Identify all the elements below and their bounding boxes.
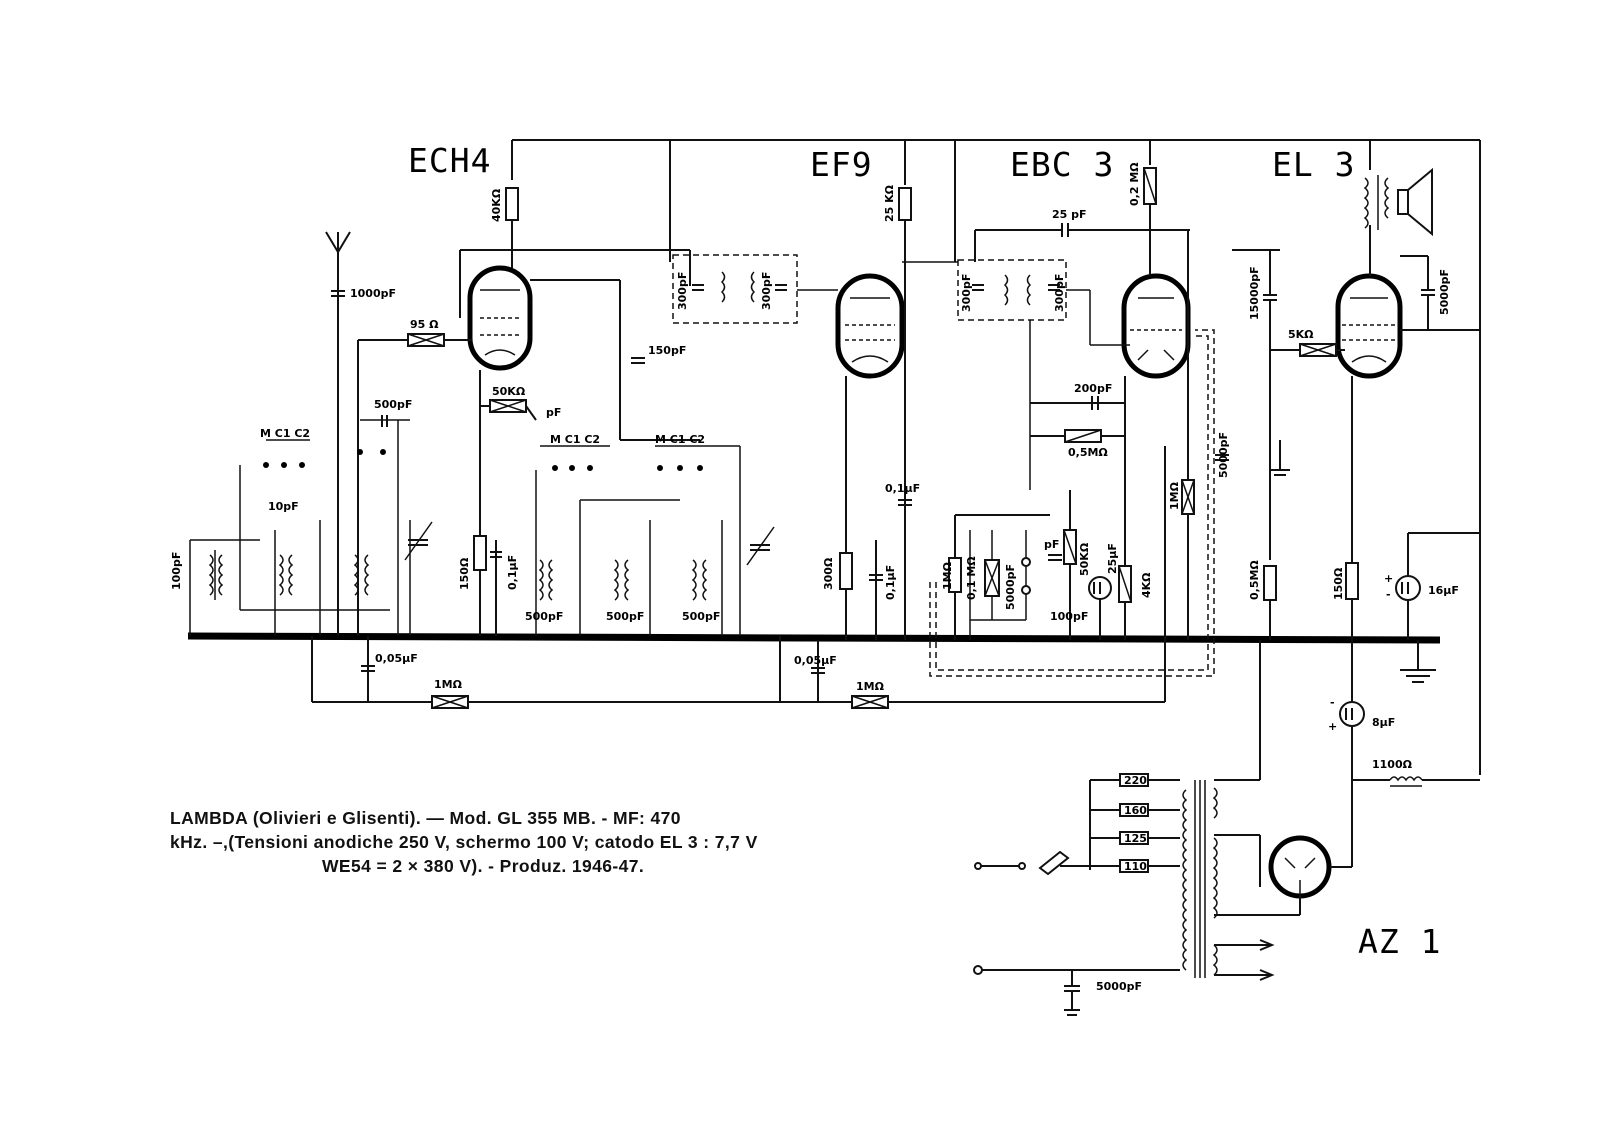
capacitor-500pf-trimmer bbox=[382, 415, 387, 427]
label-300pf-2: 300pF bbox=[760, 271, 773, 310]
tap-125: 125 bbox=[1124, 832, 1147, 845]
label-150: 150Ω bbox=[458, 557, 471, 590]
label-8-minus: - bbox=[1330, 696, 1335, 709]
if-transformer-1 bbox=[673, 255, 838, 323]
label-150pf: 150pF bbox=[648, 344, 687, 357]
label-150-el3: 150Ω bbox=[1332, 567, 1345, 600]
capacitor-8uf bbox=[1340, 702, 1364, 726]
label-300: 300Ω bbox=[822, 557, 835, 590]
resistor-95 bbox=[358, 334, 472, 636]
label-500pf-b: 500pF bbox=[606, 610, 645, 623]
caption-line-2: kHz. –,(Tensioni anodiche 250 V, schermo 100 V; catodo EL 3 : 7,7 V bbox=[170, 832, 758, 852]
label-500pf-c: 500pF bbox=[682, 610, 721, 623]
label-1m-d: 1MΩ bbox=[856, 680, 884, 693]
label-02m: 0,2 MΩ bbox=[1128, 162, 1141, 206]
wave-switch-b bbox=[540, 446, 740, 636]
capacitor-005-a bbox=[361, 636, 375, 702]
label-005-b: 0,05μF bbox=[794, 654, 837, 667]
output-transformer bbox=[1365, 175, 1388, 276]
antenna-icon bbox=[326, 232, 350, 636]
label-5k: 5KΩ bbox=[1288, 328, 1314, 341]
tube-az1 bbox=[1271, 838, 1329, 896]
mains-input bbox=[974, 852, 1180, 974]
tap-220: 220 bbox=[1124, 774, 1147, 787]
variable-capacitor-b bbox=[747, 527, 774, 565]
resistor-5k bbox=[1270, 344, 1345, 356]
label-100pf-b: 100pF bbox=[1050, 610, 1089, 623]
label-40k: 40KΩ bbox=[490, 188, 503, 222]
resistor-02m bbox=[1144, 168, 1156, 276]
tap-160: 160 bbox=[1124, 804, 1147, 817]
label-01-ef9-screen: 0,1μF bbox=[885, 482, 921, 495]
label-1m-a: 1MΩ bbox=[941, 562, 954, 590]
caption-line-1: LAMBDA (Olivieri e Glisenti). — Mod. GL 355 MB. - MF: 470 bbox=[170, 808, 681, 828]
tube-label-az1: AZ 1 bbox=[1358, 922, 1442, 961]
capacitor-005-b bbox=[811, 640, 825, 702]
resistor-150 bbox=[474, 536, 486, 570]
label-05m-b: 0,5MΩ bbox=[1248, 560, 1261, 600]
capacitor-25pf bbox=[975, 223, 1190, 262]
capacitor-200pf bbox=[1030, 396, 1125, 410]
label-5000pf-a: 5000pF bbox=[1004, 563, 1017, 610]
resistor-300 bbox=[840, 376, 852, 640]
agc-line bbox=[312, 446, 1165, 702]
capacitor-5000pf-d bbox=[1064, 970, 1080, 1015]
resistor-05m-b bbox=[1264, 566, 1276, 640]
label-8uf: 8μF bbox=[1372, 716, 1396, 729]
tube-el3 bbox=[1338, 276, 1400, 376]
label-4k: 4KΩ bbox=[1140, 572, 1153, 598]
label-5000pf-c: 5000pF bbox=[1438, 268, 1451, 315]
label-50k: 50KΩ bbox=[492, 385, 526, 398]
label-5000pf-b: 5000pF bbox=[1217, 431, 1230, 478]
filter-choke-1100 bbox=[1352, 777, 1480, 786]
label-5000pf-d: 5000pF bbox=[1096, 980, 1143, 993]
resistor-1m-d bbox=[852, 696, 888, 708]
capacitor-01-ef9-cathode bbox=[869, 540, 883, 640]
label-switch-b: M C1 C2 bbox=[550, 433, 601, 446]
label-005-a: 0,05μF bbox=[375, 652, 418, 665]
label-25pf: 25 pF bbox=[1052, 208, 1087, 221]
label-500pf-a: 500pF bbox=[525, 610, 564, 623]
resistor-25k bbox=[899, 188, 911, 640]
label-150pf-vol: pF bbox=[1044, 538, 1060, 551]
label-25k: 25 KΩ bbox=[883, 184, 896, 222]
tube-label-ef9: EF9 bbox=[810, 145, 873, 184]
coil-block-input bbox=[190, 420, 410, 636]
label-1m-c: 1MΩ bbox=[434, 678, 462, 691]
resistor-40k bbox=[506, 188, 518, 268]
tube-ef9 bbox=[838, 276, 902, 376]
capacitor-150pf bbox=[631, 358, 645, 363]
tube-ebc3 bbox=[1124, 276, 1188, 376]
capacitor-25uf bbox=[1089, 577, 1111, 640]
tube-label-el3: EL 3 bbox=[1272, 145, 1356, 184]
label-1m-b: 1MΩ bbox=[1168, 482, 1181, 510]
label-300pf-4: 300pF bbox=[1053, 273, 1066, 312]
voltage-selector bbox=[1090, 774, 1180, 872]
label-01-ech4: 0,1μF bbox=[506, 554, 519, 590]
resistor-05m bbox=[1030, 376, 1125, 640]
caption bbox=[170, 806, 890, 878]
label-1000pf: 1000pF bbox=[350, 287, 397, 300]
label-01-ef9-cathode: 0,1μF bbox=[884, 564, 897, 600]
label-switch-a: M C1 C2 bbox=[260, 427, 311, 440]
label-16-plus: + bbox=[1384, 572, 1394, 585]
tube-label-ebc3: EBC 3 bbox=[1010, 145, 1115, 184]
resistor-1m-c bbox=[432, 696, 468, 708]
tube-ech4 bbox=[470, 268, 530, 368]
label-01m: 0,1 MΩ bbox=[965, 556, 978, 600]
resistor-50k bbox=[480, 370, 536, 636]
label-95: 95 Ω bbox=[410, 318, 439, 331]
label-10pf: 10pF bbox=[268, 500, 299, 513]
label-pf-osc: pF bbox=[546, 406, 562, 419]
resistor-4k bbox=[1119, 566, 1131, 602]
label-100pf-input: 100pF bbox=[170, 551, 183, 590]
caption-line-3: WE54 = 2 × 380 V). - Produz. 1946-47. bbox=[322, 856, 645, 876]
b-plus-rail bbox=[512, 140, 1480, 775]
variable-capacitor-a bbox=[405, 522, 432, 560]
label-50k-var: 50KΩ bbox=[1078, 542, 1091, 576]
label-05m: 0,5MΩ bbox=[1068, 446, 1108, 459]
label-switch-c: M C1 C2 bbox=[655, 433, 706, 446]
chassis-ground-icon bbox=[1270, 440, 1290, 475]
label-25uf: 25μF bbox=[1106, 543, 1119, 574]
label-500pf-trimmer: 500pF bbox=[374, 398, 413, 411]
label-200pf: 200pF bbox=[1074, 382, 1113, 395]
capacitor-01-ech4 bbox=[490, 540, 502, 636]
tap-110: 110 bbox=[1124, 860, 1147, 873]
label-16-minus: - bbox=[1386, 588, 1391, 601]
label-300pf-3: 300pF bbox=[960, 273, 973, 312]
label-16uf: 16μF bbox=[1428, 584, 1459, 597]
label-8-plus: + bbox=[1328, 720, 1338, 733]
tube-label-ech4: ECH4 bbox=[408, 141, 492, 180]
label-1100: 1100Ω bbox=[1372, 758, 1412, 771]
label-300pf-1: 300pF bbox=[676, 271, 689, 310]
label-15000pf: 15000pF bbox=[1248, 266, 1261, 320]
speaker-icon bbox=[1398, 170, 1432, 234]
